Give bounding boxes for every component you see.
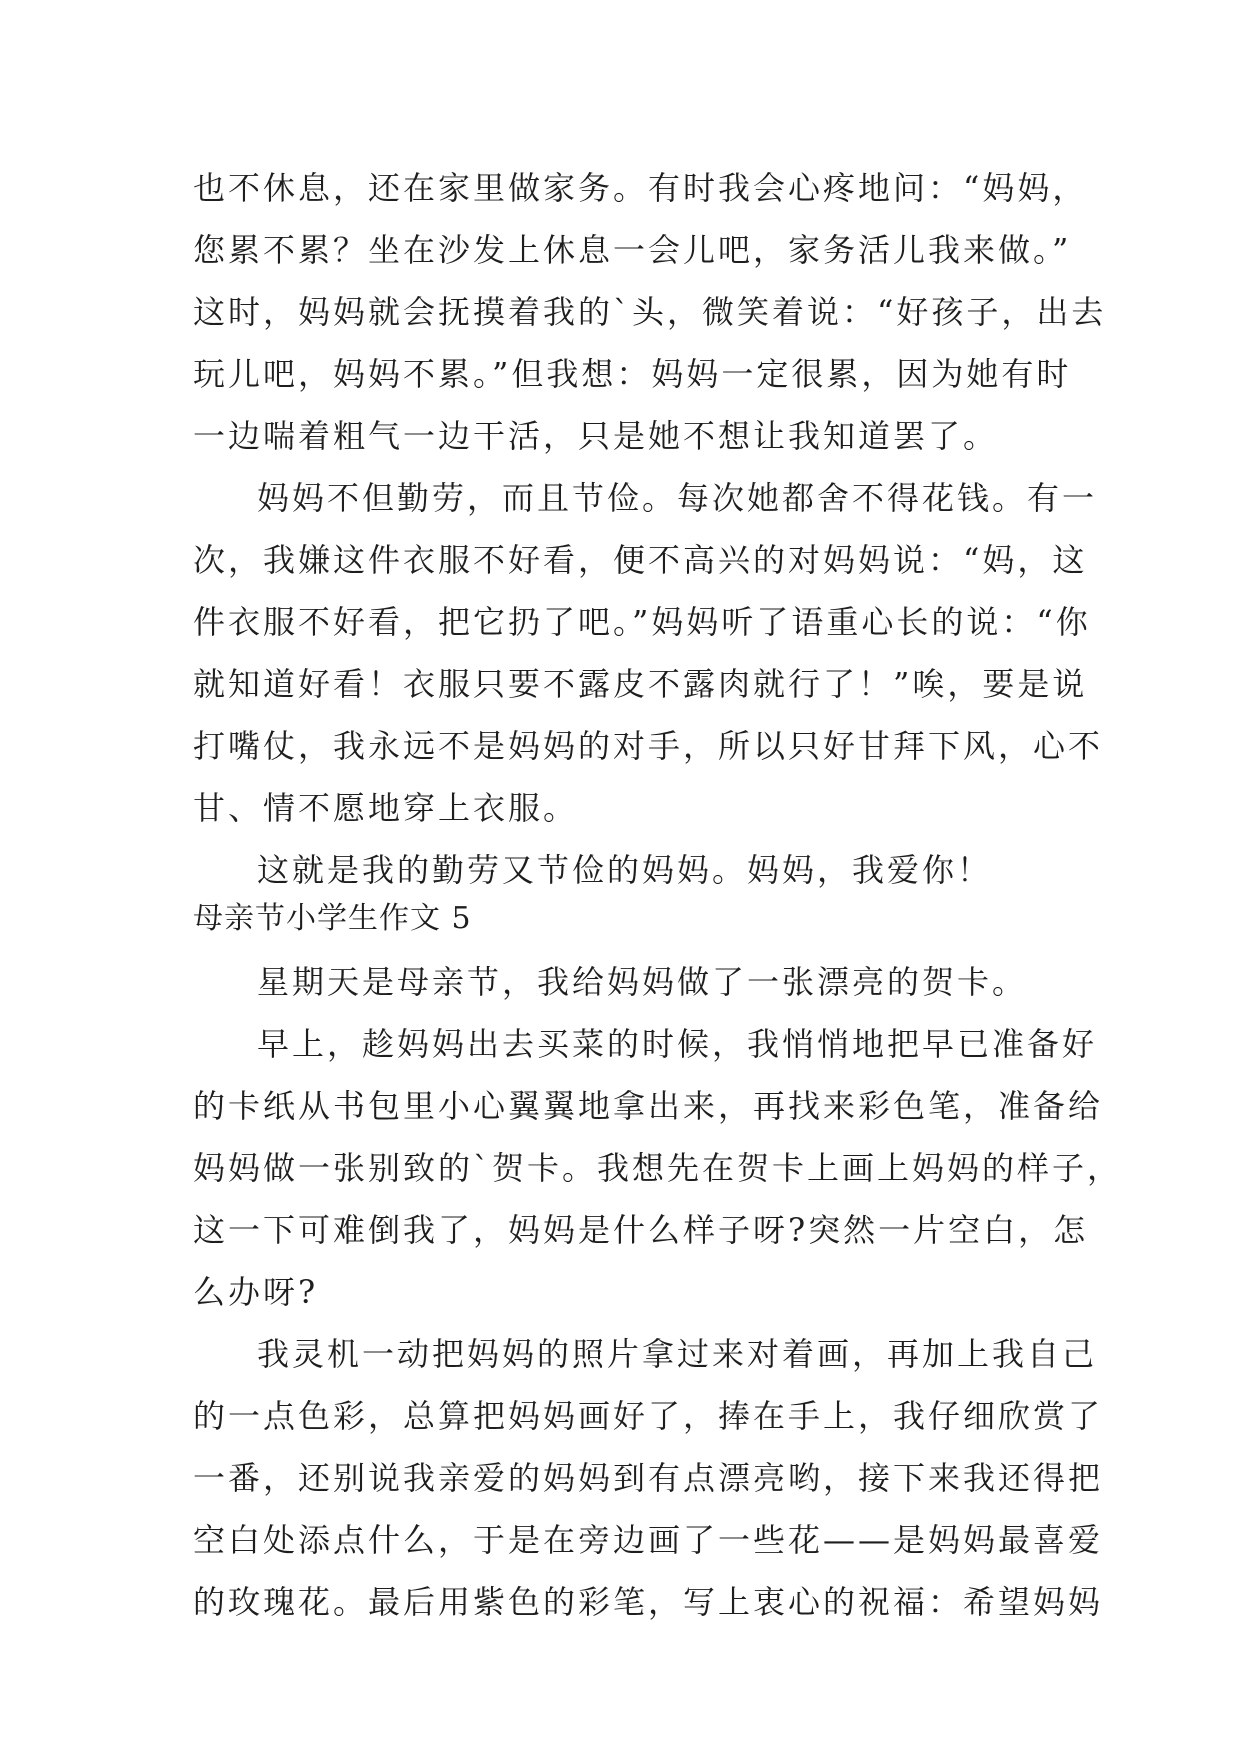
text-line: 么办呀? xyxy=(193,1273,319,1311)
text-line: 也不休息，还在家里做家务。有时我会心疼地问：“妈妈， xyxy=(193,169,1088,207)
text-line: 一番，还别说我亲爱的妈妈到有点漂亮哟，接下来我还得把 xyxy=(193,1459,1104,1497)
text-line: 的一点色彩，总算把妈妈画好了，捧在手上，我仔细欣赏了 xyxy=(193,1397,1104,1435)
paragraph-4 xyxy=(193,951,1061,1013)
text-line: 妈妈不但勤劳，而且节俭。每次她都舍不得花钱。有一 xyxy=(257,479,1098,517)
text-line: 空白处添点什么，于是在旁边画了一些花——是妈妈最喜爱 xyxy=(193,1521,1104,1559)
paragraph-6 xyxy=(193,1323,1104,1633)
text-line: 星期天是母亲节，我给妈妈做了一张漂亮的贺卡。 xyxy=(257,963,1028,1001)
text-line: 就知道好看！衣服只要不露皮不露肉就行了！”唉，要是说 xyxy=(193,665,1088,703)
text-line: 的玫瑰花。最后用紫色的彩笔，写上衷心的祝福：希望妈妈 xyxy=(193,1583,1104,1621)
paragraph-2 xyxy=(193,467,1104,839)
essay-body xyxy=(193,157,1123,1633)
text-line: 这一下可难倒我了，妈妈是什么样子呀?突然一片空白，怎 xyxy=(193,1211,1089,1249)
text-line: 打嘴仗，我永远不是妈妈的对手，所以只好甘拜下风，心不 xyxy=(193,727,1104,765)
paragraph-5 xyxy=(193,1013,1123,1323)
text-line: 我灵机一动把妈妈的照片拿过来对着画，再加上我自己 xyxy=(257,1335,1098,1373)
text-line: 这时，妈妈就会抚摸着我的`头，微笑着说：“好孩子，出去 xyxy=(193,293,1107,331)
text-line: 甘、情不愿地穿上衣服。 xyxy=(193,789,579,827)
section-title: 母亲节小学生作文 5 xyxy=(193,901,472,936)
text-line: 次，我嫌这件衣服不好看，便不高兴的对妈妈说：“妈，这 xyxy=(193,541,1088,579)
text-line: 妈妈做一张别致的`贺卡。我想先在贺卡上画上妈妈的样子， xyxy=(193,1149,1123,1187)
text-line: 这就是我的勤劳又节俭的妈妈。妈妈，我爱你！ xyxy=(257,851,993,889)
text-line: 早上，趁妈妈出去买菜的时候，我悄悄地把早已准备好 xyxy=(257,1025,1098,1063)
text-line: 一边喘着粗气一边干活，只是她不想让我知道罢了。 xyxy=(193,417,999,455)
text-line: 的卡纸从书包里小心翼翼地拿出来，再找来彩色笔，准备给 xyxy=(193,1087,1104,1125)
text-line: 您累不累？坐在沙发上休息一会儿吧，家务活儿我来做。” xyxy=(193,231,1072,269)
text-line: 件衣服不好看，把它扔了吧。”妈妈听了语重心长的说：“你 xyxy=(193,603,1091,641)
paragraph-1 xyxy=(193,157,1107,467)
paragraph-3 xyxy=(193,839,1061,901)
text-line: 玩儿吧，妈妈不累。”但我想：妈妈一定很累，因为她有时 xyxy=(193,355,1072,393)
